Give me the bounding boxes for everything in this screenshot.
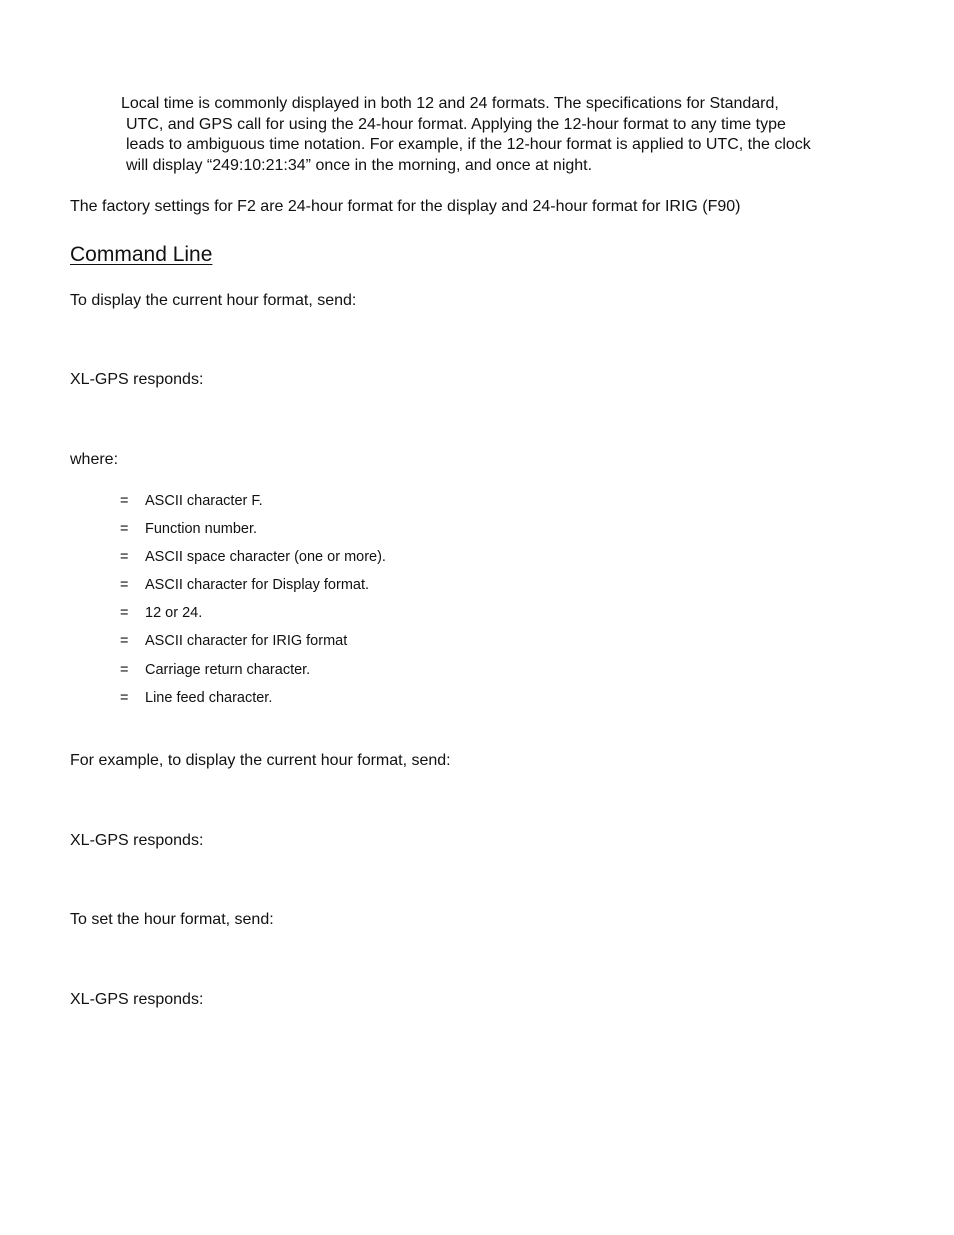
- definition-item: [120, 660, 620, 688]
- definition-item: [120, 603, 620, 631]
- intro-note-line: leads to ambiguous time notation. For example, if the 12-hour format is applied to UTC, the clock: [126, 136, 811, 154]
- intro-note: [121, 94, 881, 177]
- response-label: XL-GPS responds:: [70, 991, 204, 1008]
- set-format-instruction: To set the hour format, send:: [70, 911, 274, 928]
- definition-text: Function number.: [145, 521, 258, 538]
- definition-item: [120, 688, 620, 716]
- equals-sign: =: [120, 689, 129, 706]
- definition-text: ASCII space character (one or more).: [145, 549, 386, 566]
- definition-item: [120, 491, 620, 519]
- equals-sign: =: [120, 577, 129, 594]
- response-label: XL-GPS responds:: [70, 371, 204, 388]
- display-format-instruction: To display the current hour format, send:: [70, 292, 357, 309]
- intro-note-line: Local time is commonly displayed in both 12 and 24 formats. The specifications for Standard,: [121, 95, 779, 112]
- example-instruction: For example, to display the current hour format, send:: [70, 752, 451, 769]
- definition-item: [120, 575, 620, 603]
- definition-text: Carriage return character.: [145, 661, 311, 678]
- equals-sign: =: [120, 521, 129, 538]
- definition-item: [120, 631, 620, 659]
- intro-note-line: will display “249:10:21:34” once in the morning, and once at night.: [126, 157, 593, 175]
- equals-sign: =: [120, 633, 129, 650]
- equals-sign: =: [120, 493, 129, 509]
- equals-sign: =: [120, 549, 129, 566]
- definition-list: [120, 491, 620, 716]
- where-label: where:: [70, 451, 119, 468]
- definition-text: ASCII character for Display format.: [145, 577, 370, 594]
- equals-sign: =: [120, 605, 129, 622]
- definition-item: [120, 519, 620, 547]
- definition-text: 12 or 24.: [145, 605, 203, 622]
- definition-item: [120, 547, 620, 575]
- intro-note-line: UTC, and GPS call for using the 24-hour format. Applying the 12-hour format to any time type: [126, 115, 786, 133]
- definition-text: ASCII character for IRIG format: [145, 633, 348, 650]
- definition-text: ASCII character F.: [145, 493, 263, 509]
- section-heading-command-line: Command Line: [70, 243, 213, 266]
- equals-sign: =: [120, 661, 129, 678]
- response-label: XL-GPS responds:: [70, 832, 204, 849]
- factory-settings-paragraph: The factory settings for F2 are 24-hour format for the display and 24-hour format for IRIG (F90): [70, 198, 741, 215]
- definition-text: Line feed character.: [145, 689, 273, 706]
